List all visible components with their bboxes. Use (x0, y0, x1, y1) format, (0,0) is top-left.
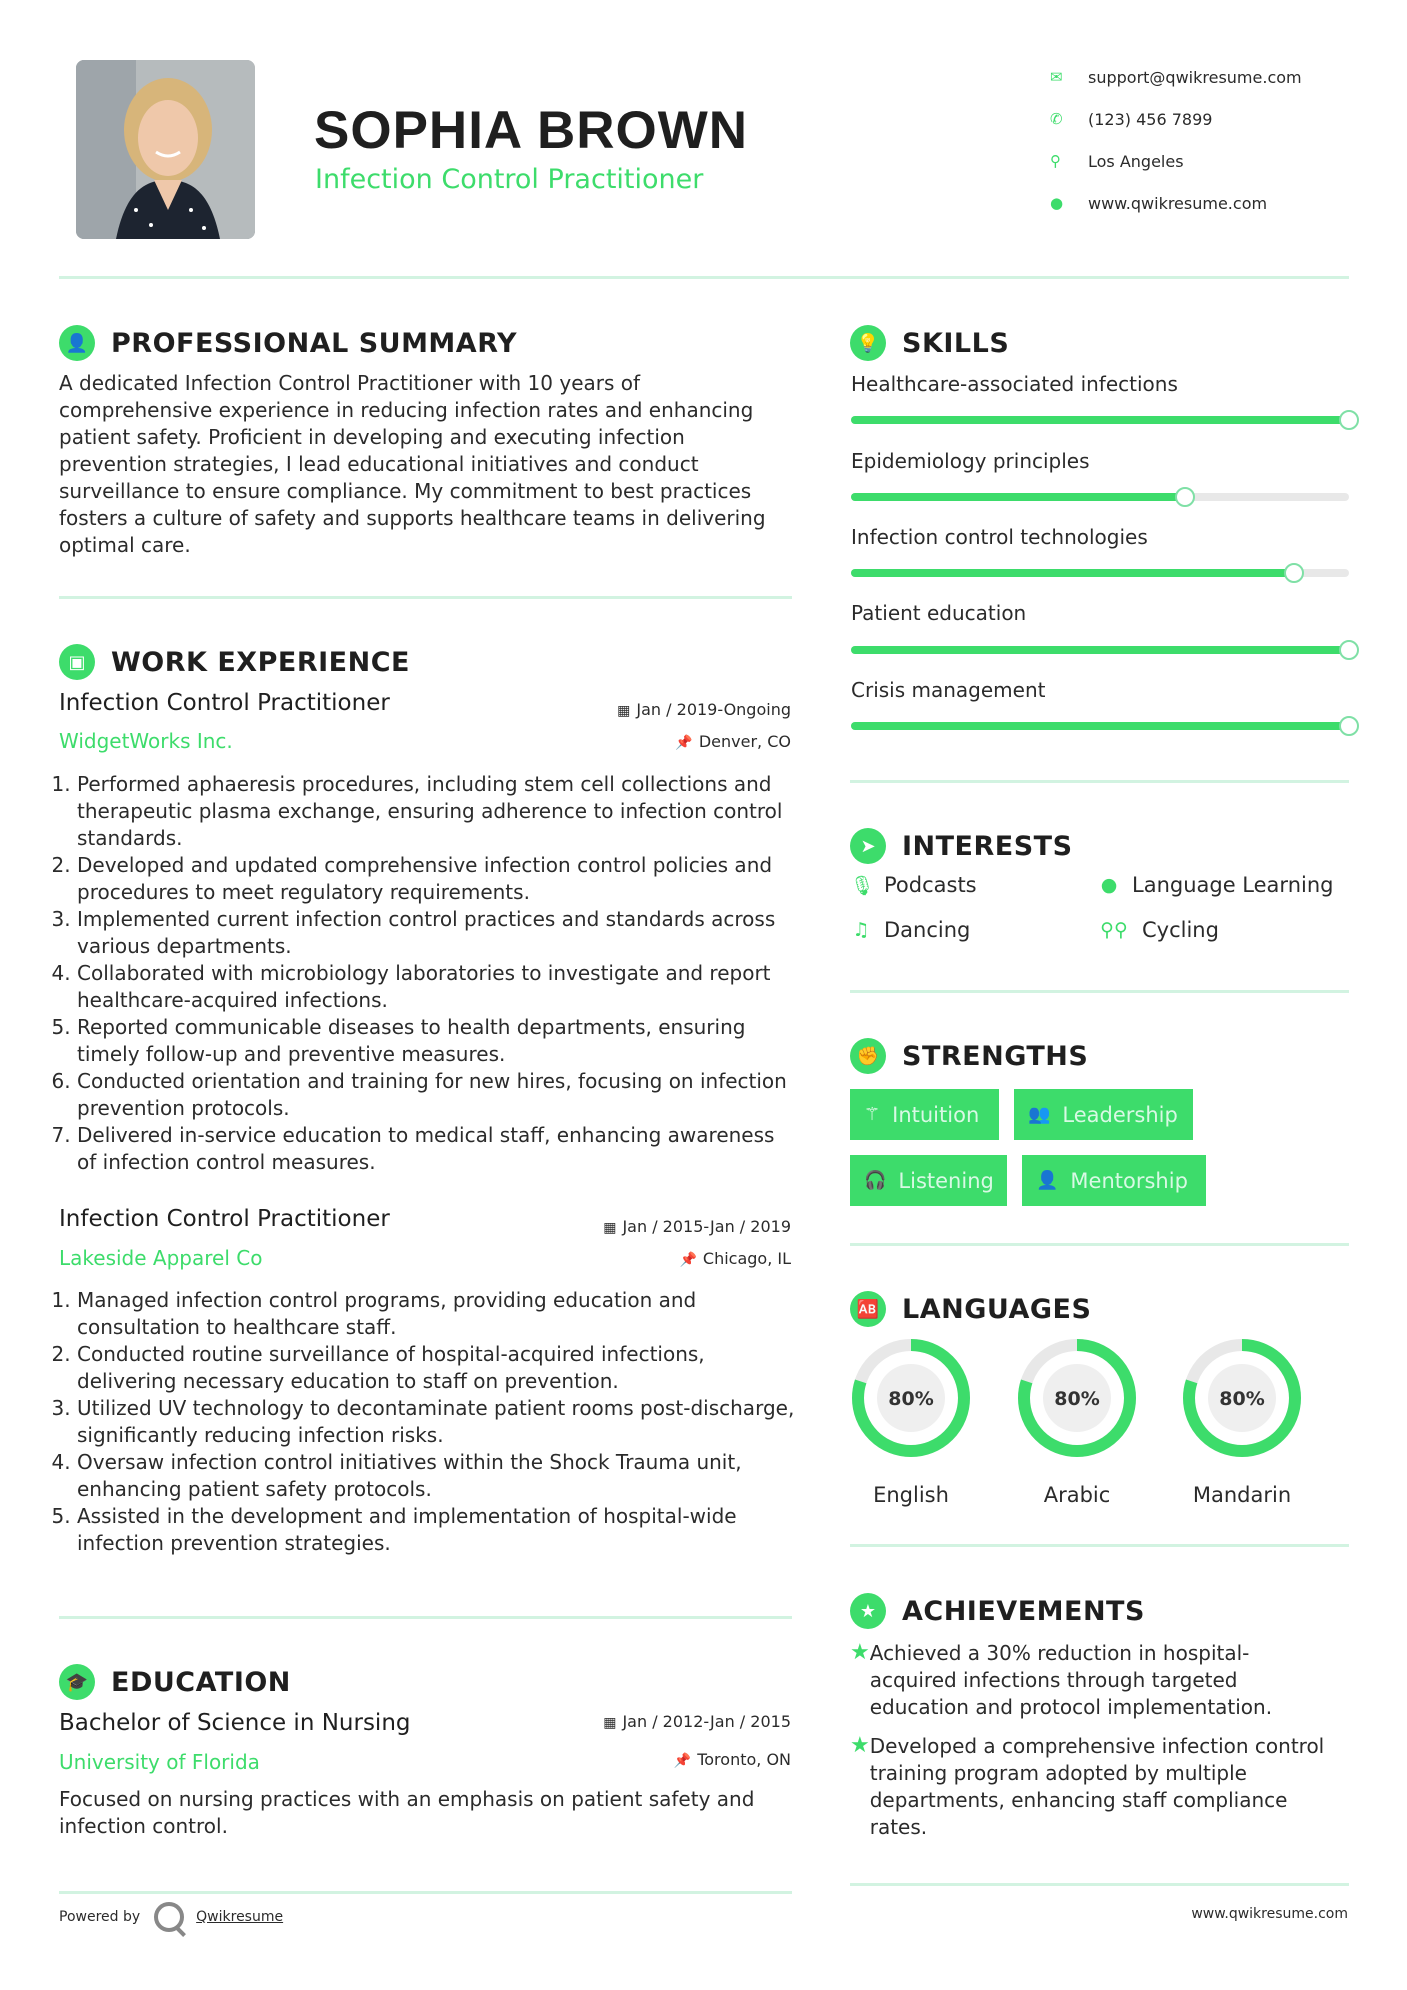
paper-plane-icon: ➤ (850, 828, 886, 864)
interest-label: Podcasts (884, 873, 977, 897)
interest-item (850, 918, 970, 942)
skill-bar-fill (851, 646, 1349, 654)
skill-bar (851, 646, 1349, 654)
job-location (675, 732, 791, 751)
interest-item (1098, 918, 1219, 942)
job-location-text: Denver, CO (698, 732, 791, 751)
star-badge-icon: ★ (850, 1593, 886, 1629)
qwikresume-logo-icon (154, 1902, 184, 1932)
bicycle-icon: ⚲⚲ (1100, 919, 1128, 941)
strength-label: Leadership (1062, 1102, 1178, 1127)
skill-label: Healthcare-associated infections (851, 372, 1178, 396)
education-dates-text: Jan / 2012-Jan / 2015 (622, 1712, 791, 1731)
users-icon: 👥 (1028, 1104, 1051, 1125)
language-progress-ring (850, 1337, 972, 1459)
job-dates-text: Jan / 2015-Jan / 2019 (622, 1217, 791, 1236)
job-title: Infection Control Practitioner (59, 1206, 390, 1232)
skill-bar-fill (851, 569, 1294, 577)
summary-heading (59, 325, 517, 361)
contact-website-text: www.qwikresume.com (1088, 193, 1268, 213)
calendar-icon: ▦ (603, 1715, 617, 1731)
achievements-divider (850, 1883, 1349, 1886)
duty-item: 1. Performed aphaeresis procedures, including stem cell collections and therapeutic plasma exchange, ensuring adherence to infection control standards. (77, 771, 799, 852)
languages-divider (850, 1544, 1349, 1547)
skills-heading (850, 325, 1009, 361)
education-divider (59, 1891, 792, 1894)
language-percent: 80% (888, 1388, 934, 1410)
job-dates-text: Jan / 2019-Ongoing (636, 700, 791, 719)
job-location (679, 1249, 791, 1268)
microphone-icon: 🎙 (850, 874, 875, 897)
fist-icon: ✊ (850, 1038, 886, 1074)
education-location (674, 1750, 791, 1769)
job-company: Lakeside Apparel Co (59, 1246, 263, 1270)
lightbulb-icon: 💡 (850, 325, 886, 361)
strengths-divider (850, 1243, 1349, 1246)
user-plus-icon: 👤 (1036, 1170, 1059, 1191)
education-location-text: Toronto, ON (697, 1750, 791, 1769)
strength-label: Listening (898, 1168, 994, 1193)
interests-divider (850, 990, 1349, 993)
interest-label: Cycling (1142, 918, 1219, 942)
duty-item: 2. Conducted routine surveillance of hospital-acquired infections, delivering necessary education to staff on prevention. (77, 1341, 799, 1395)
contact-email-text: support@qwikresume.com (1088, 67, 1302, 87)
language-percent: 80% (1054, 1388, 1100, 1410)
footer-powered-by (59, 1902, 283, 1932)
work-divider (59, 1616, 792, 1619)
skill-bar-knob (1339, 640, 1359, 660)
contact-list (1050, 56, 1302, 224)
duty-item: 4. Collaborated with microbiology laboratories to investigate and report healthcare-acquired infections. (77, 960, 799, 1014)
graduate-icon: 🎓 (59, 1664, 95, 1700)
strengths-heading-text: STRENGTHS (902, 1040, 1089, 1072)
skill-bar-knob (1339, 410, 1359, 430)
user-icon: 👤 (59, 325, 95, 361)
interests-heading (850, 828, 1073, 864)
portrait-image (76, 60, 255, 239)
languages-heading-text: LANGUAGES (902, 1293, 1092, 1325)
language-item (1016, 1337, 1138, 1507)
achievements-heading-text: ACHIEVEMENTS (902, 1595, 1145, 1627)
duty-item: 1. Managed infection control programs, providing education and consultation to healthcare staff. (77, 1287, 799, 1341)
strength-label: Intuition (892, 1102, 980, 1127)
envelope-icon: ✉ (1050, 68, 1063, 86)
music-note-icon: ♫ (852, 919, 870, 941)
language-percent: 80% (1219, 1388, 1265, 1410)
header-divider (59, 276, 1349, 279)
skill-label: Patient education (851, 601, 1027, 625)
contact-website[interactable] (1050, 182, 1302, 224)
interests-heading-text: INTERESTS (902, 830, 1073, 862)
pushpin-icon: 📌 (675, 735, 693, 751)
language-item (1181, 1337, 1303, 1507)
skill-bar (851, 722, 1349, 730)
duty-item: 6. Conducted orientation and training for new hires, focusing on infection prevention protocols. (77, 1068, 799, 1122)
skill-bar-knob (1175, 487, 1195, 507)
achievement-text: Achieved a 30% reduction in hospital-acquired infections through targeted education and protocol implementation. (869, 1641, 1273, 1719)
duty-item: 2. Developed and updated comprehensive infection control policies and procedures to meet regulatory requirements. (77, 852, 799, 906)
headphones-icon: 🎧 (864, 1170, 887, 1191)
school-name: University of Florida (59, 1750, 260, 1774)
job-location-text: Chicago, IL (702, 1249, 791, 1268)
candidate-name: SOPHIA BROWN (314, 101, 749, 160)
language-progress-ring (1181, 1337, 1303, 1459)
candidate-title: Infection Control Practitioner (315, 164, 704, 195)
job-dates (617, 700, 791, 719)
contact-phone[interactable] (1050, 98, 1302, 140)
duty-item: 3. Utilized UV technology to decontaminate patient rooms post-discharge, significantly reducing infection risks. (77, 1395, 799, 1449)
skills-divider (850, 780, 1349, 783)
duty-item: 4. Oversaw infection control initiatives within the Shock Trauma unit, enhancing patient safety protocols. (77, 1449, 799, 1503)
job-dates (603, 1217, 791, 1236)
strength-chip (1014, 1089, 1193, 1140)
interest-item (1098, 873, 1333, 897)
education-dates (603, 1712, 791, 1731)
footer-website[interactable]: www.qwikresume.com (1191, 1906, 1348, 1922)
skill-bar (851, 493, 1349, 501)
language-name: Arabic (1043, 1483, 1111, 1507)
briefcase-icon: ▣ (59, 644, 95, 680)
summary-text: A dedicated Infection Control Practitioner with 10 years of comprehensive experience in reducing infection rates and enhancing patient safety. Proficient in developing and executing infection prevention strategies, I lead educational initiatives and conduct surveillance to ensure compliance. My commitment to best practices fosters a culture of safety and supports healthcare teams in delivering optimal care. (59, 371, 766, 557)
map-pin-icon: ⚲ (1050, 152, 1061, 170)
achievements-heading (850, 1593, 1145, 1629)
language-progress-ring (1016, 1337, 1138, 1459)
contact-location-text: Los Angeles (1088, 151, 1184, 171)
work-heading (59, 644, 410, 680)
degree-title: Bachelor of Science in Nursing (59, 1710, 411, 1736)
interest-label: Language Learning (1132, 873, 1334, 897)
languages-heading (850, 1291, 1091, 1327)
contact-email[interactable] (1050, 56, 1302, 98)
qwikresume-link[interactable]: Qwikresume (196, 1909, 284, 1925)
duty-item: 5. Reported communicable diseases to health departments, ensuring timely follow-up and preventive measures. (77, 1014, 799, 1068)
achievement-item (850, 1733, 1330, 1841)
language-name: English (873, 1483, 949, 1507)
globe-icon: ● (1050, 194, 1064, 212)
language-card-icon: 🆎 (850, 1291, 886, 1327)
job-title: Infection Control Practitioner (59, 690, 390, 716)
work-heading-text: WORK EXPERIENCE (111, 646, 410, 678)
strength-chip (1022, 1155, 1206, 1206)
skill-label: Crisis management (851, 678, 1046, 702)
powered-by-text: Powered by (59, 1909, 141, 1925)
pushpin-icon: 📌 (679, 1252, 697, 1268)
skill-bar (851, 416, 1349, 424)
achievement-text: Developed a comprehensive infection control training program adopted by multiple departments, enhancing staff compliance rates. (869, 1734, 1325, 1839)
interest-item (850, 873, 977, 897)
language-name: Mandarin (1192, 1483, 1292, 1507)
globe-icon: ● (1100, 874, 1118, 896)
profile-photo (76, 60, 255, 239)
job-duties-list (59, 1287, 799, 1557)
skill-bar-fill (851, 416, 1349, 424)
duty-item: 5. Assisted in the development and implementation of hospital-wide infection prevention strategies. (77, 1503, 799, 1557)
duty-item: 3. Implemented current infection control practices and standards across various departments. (77, 906, 799, 960)
strength-chip (850, 1155, 1007, 1206)
duty-item: 7. Delivered in-service education to medical staff, enhancing awareness of infection control measures. (77, 1122, 799, 1176)
skill-bar-fill (851, 722, 1349, 730)
skill-label: Epidemiology principles (851, 449, 1090, 473)
phone-icon: ✆ (1050, 110, 1063, 128)
strength-chip (850, 1089, 999, 1140)
language-item (850, 1337, 972, 1507)
calendar-icon: ▦ (603, 1220, 617, 1236)
magic-wand-icon: ⚚ (864, 1104, 881, 1125)
education-description: Focused on nursing practices with an emphasis on patient safety and infection control. (59, 1787, 755, 1838)
education-heading-text: EDUCATION (111, 1666, 291, 1698)
interest-label: Dancing (884, 918, 971, 942)
pushpin-icon: 📌 (673, 1753, 692, 1769)
skill-bar-knob (1284, 563, 1304, 583)
job-company: WidgetWorks Inc. (59, 729, 233, 753)
job-duties-list (59, 771, 799, 1176)
education-heading (59, 1664, 291, 1700)
skill-bar-knob (1339, 716, 1359, 736)
skill-bar-fill (851, 493, 1185, 501)
skill-bar (851, 569, 1349, 577)
star-icon: ★ (850, 1733, 870, 1758)
contact-phone-text: (123) 456 7899 (1088, 109, 1213, 129)
calendar-icon: ▦ (617, 703, 631, 719)
achievement-item (850, 1640, 1330, 1721)
strengths-heading (850, 1038, 1088, 1074)
summary-heading-text: PROFESSIONAL SUMMARY (111, 327, 518, 359)
summary-divider (59, 596, 792, 599)
skill-label: Infection control technologies (851, 525, 1148, 549)
star-icon: ★ (850, 1640, 870, 1665)
skills-heading-text: SKILLS (902, 327, 1010, 359)
contact-location (1050, 140, 1302, 182)
strength-label: Mentorship (1070, 1168, 1188, 1193)
